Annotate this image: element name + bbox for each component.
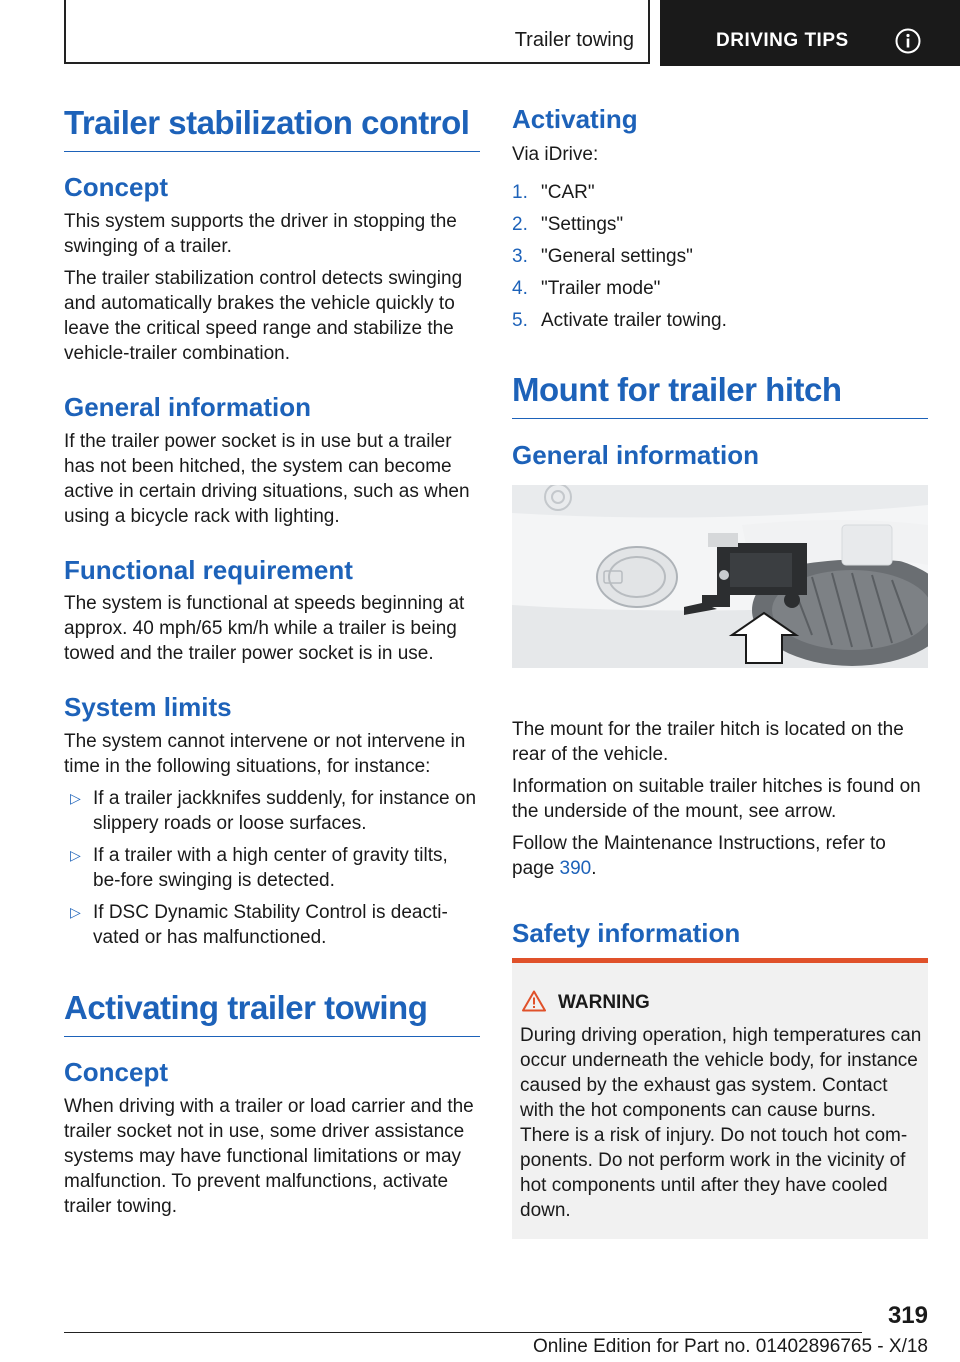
header-section-title: Trailer towing (514, 29, 634, 51)
heading-concept-2: Concept (64, 1057, 168, 1087)
step-text: "Settings" (541, 214, 624, 235)
concept-paragraph-1: This system supports the driver in stopping the swinging of a trailer. (64, 211, 457, 257)
general-paragraph: If the trailer power socket is in use but a trailer has not been hitched, the system can become active in certain driving situations, such as when using a bicycle rack with lighting. (64, 431, 470, 527)
mount-paragraph-3-end: . (591, 858, 597, 879)
bullet-triangle-icon: ▷ (70, 790, 81, 806)
bullet-triangle-icon: ▷ (70, 847, 81, 863)
header-section-box (64, 0, 650, 64)
heading-concept: Concept (64, 172, 168, 202)
mount-paragraph-3 (512, 831, 928, 881)
heading-mount-trailer-hitch: Mount for trailer hitch (512, 370, 928, 419)
warning-box (512, 958, 928, 1239)
step-text: "CAR" (541, 182, 595, 203)
trailer-hitch-mount-illustration (512, 485, 928, 668)
step-text: Activate trailer towing. (541, 310, 727, 331)
warning-triangle-icon (522, 990, 546, 1012)
heading-activating-trailer-towing: Activating trailer towing (64, 988, 480, 1037)
page-number: 319 (887, 1302, 928, 1329)
footer-edition-text: Online Edition for Part no. 01402896765 - X/18 (532, 1336, 928, 1357)
warning-text: During driving operation, high temperatures can occur underneath the vehicle body, for instance caused by the exhaust gas system. Contact with the hot components can cause burns. There is a risk of injury. Do not touch hot com-ponents. Do not perform work in the vicinity of hot components until after they have cooled down. (520, 1025, 922, 1221)
mount-paragraph-2: Information on suitable trailer hitches is found on the underside of the mount, see arrow. (512, 776, 921, 822)
step-number: 5. (512, 310, 528, 331)
concept-paragraph-2: The trailer stabilization control detects swinging and automatically brakes the vehicle quickly to leave the critical speed range and stabilize the vehicle-trailer combination. (64, 268, 463, 364)
heading-system-limits: System limits (64, 692, 232, 722)
step-number: 2. (512, 214, 528, 235)
footer-divider (64, 1332, 862, 1333)
warning-title: WARNING (558, 992, 650, 1013)
step-number: 3. (512, 246, 528, 267)
heading-activating: Activating (512, 104, 638, 134)
limits-paragraph: The system cannot intervene or not intervene in time in the following situations, for instance: (64, 731, 466, 777)
heading-general-information-2: General information (512, 440, 760, 470)
mount-paragraph-1: The mount for the trailer hitch is located on the rear of the vehicle. (512, 719, 904, 765)
step-text: "General settings" (541, 246, 693, 267)
header-chapter-box (660, 0, 960, 66)
mount-paragraph-3-text: Follow the Maintenance Instructions, refer to page (512, 833, 886, 879)
heading-safety-information: Safety information (512, 918, 741, 948)
via-idrive-text: Via iDrive: (512, 144, 599, 165)
step-text: "Trailer mode" (541, 278, 661, 299)
list-item-text: If a trailer jackknifes suddenly, for instance on slippery roads or loose surfaces. (93, 788, 477, 834)
heading-general-information: General information (64, 392, 312, 422)
header-chapter-title: DRIVING TIPS (716, 30, 849, 51)
list-item-text: If a trailer with a high center of gravity tilts, be-fore swinging is detected. (93, 845, 448, 891)
bullet-triangle-icon: ▷ (70, 904, 81, 920)
page-link-390[interactable]: 390 (559, 858, 592, 879)
functional-paragraph: The system is functional at speeds beginning at approx. 40 mph/65 km/h while a trailer is being towed and the trailer power socket is in use. (64, 593, 465, 664)
info-icon (895, 28, 921, 54)
list-item-text: If DSC Dynamic Stability Control is deacti-vated or has malfunctioned. (93, 902, 448, 948)
concept2-paragraph: When driving with a trailer or load carrier and the trailer socket not in use, some driver assistance systems may have functional limitations or may malfunction. To prevent malfunctions, activate trailer towing. (64, 1096, 474, 1217)
step-number: 4. (512, 278, 528, 299)
step-number: 1. (512, 182, 528, 203)
heading-functional-requirement: Functional requirement (64, 555, 353, 585)
heading-trailer-stabilization: Trailer stabilization control (64, 103, 480, 152)
